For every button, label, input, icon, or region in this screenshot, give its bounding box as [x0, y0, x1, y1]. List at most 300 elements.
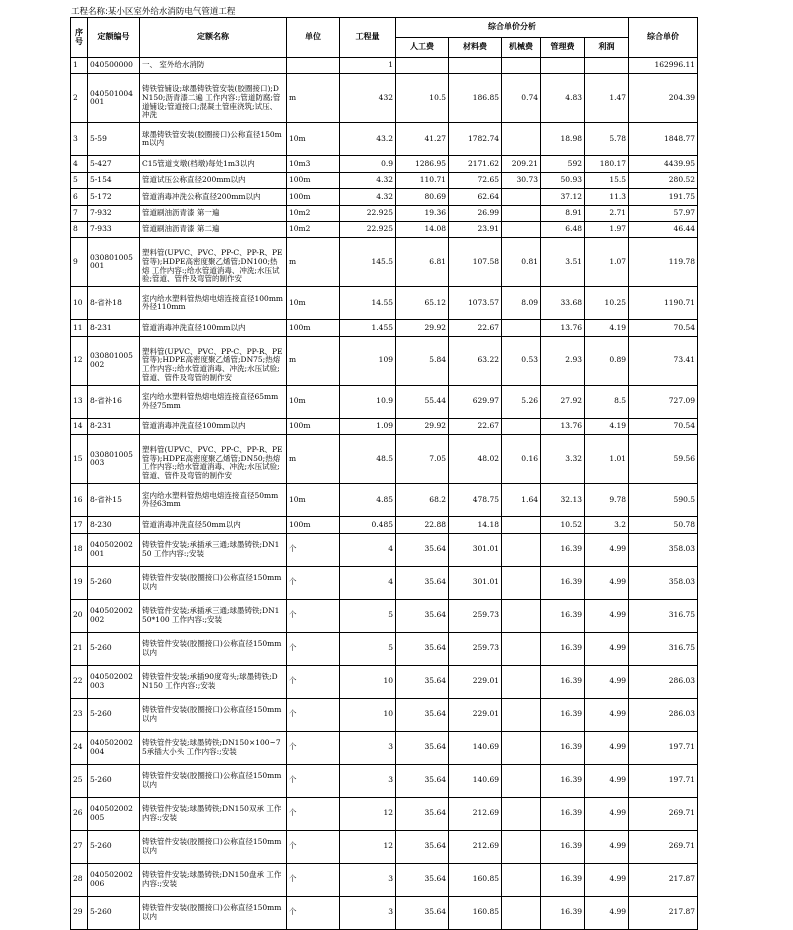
- cell-total: [629, 58, 698, 74]
- cell-material-text: 229.01: [472, 676, 499, 686]
- cell-code-text: 030801005002: [90, 351, 133, 369]
- cell-labor-text: 5.84: [429, 355, 446, 365]
- cell-machine: [502, 797, 541, 830]
- cell-mgmt: [541, 863, 585, 896]
- cell-mgmt: [541, 896, 585, 929]
- cell-labor: [396, 287, 449, 320]
- cell-name: [140, 320, 287, 336]
- cell-name: [140, 156, 287, 172]
- cell-unit: [287, 533, 340, 566]
- cell-name: [140, 385, 287, 418]
- cell-code-text: 5-260: [90, 577, 112, 587]
- cell-code-text: 040502002006: [90, 869, 133, 888]
- cell-unit-text: 个: [289, 676, 297, 686]
- cell-total-text: 197.71: [668, 742, 696, 752]
- cell-total: [629, 418, 698, 434]
- cell-unit-text: 个: [289, 709, 297, 719]
- cell-seq-text: 12: [73, 355, 83, 365]
- cell-total: [629, 205, 698, 221]
- cell-profit-text: 1.01: [609, 453, 627, 463]
- cell-labor-text: 19.36: [424, 207, 446, 217]
- cell-qty: [340, 435, 396, 484]
- header-code: 定额编号: [88, 18, 140, 58]
- cell-qty: [340, 189, 396, 205]
- cell-material: [449, 189, 502, 205]
- cell-seq-text: 11: [73, 322, 83, 332]
- cell-code: [88, 698, 140, 731]
- cell-total: [629, 74, 698, 123]
- cell-name: [140, 566, 287, 599]
- cell-profit-text: 4.99: [609, 841, 627, 851]
- cell-profit: [585, 238, 629, 287]
- cell-code: [88, 764, 140, 797]
- cell-material-text: 478.75: [472, 494, 499, 504]
- cell-code-text: 5-260: [90, 709, 112, 719]
- cell-seq: [71, 238, 88, 287]
- table-row: [71, 287, 698, 320]
- cell-mgmt-text: 13.76: [560, 322, 582, 332]
- cell-code-text: 040500000: [90, 60, 133, 70]
- cell-mgmt: [541, 566, 585, 599]
- cell-machine: [502, 599, 541, 632]
- cell-qty-text: 5: [388, 643, 393, 653]
- cell-name-text: 铸铁管件安装(胶圈接口)公称直径150mm以内: [142, 836, 282, 855]
- cell-machine-text: 1.64: [521, 494, 538, 504]
- cell-mgmt-text: 10.52: [560, 519, 582, 529]
- cell-seq: [71, 123, 88, 156]
- table-row: [71, 205, 698, 221]
- cell-name-text: 管道刷油沥青漆 第一遍: [142, 207, 220, 217]
- cell-labor: [396, 797, 449, 830]
- cell-mgmt: [541, 731, 585, 764]
- cell-total-text: 1190.71: [664, 298, 696, 308]
- cell-mgmt: [541, 238, 585, 287]
- cell-material-text: 62.64: [477, 191, 499, 201]
- cell-profit-text: 180.17: [599, 158, 627, 168]
- cell-name-text: 塑料管(UPVC、PVC、PP-C、PP-R、PE管等);HDPE高密度聚乙烯管;DN75;热熔 工作内容:;给水管道消毒、冲洗;水压试验;管道、管件及弯管的制作安: [142, 346, 283, 382]
- cell-qty-text: 3: [388, 907, 393, 917]
- cell-code-text: 7-933: [90, 224, 112, 234]
- cell-seq: [71, 484, 88, 517]
- cell-total-text: 286.03: [668, 709, 696, 719]
- cell-seq-text: 13: [73, 396, 83, 406]
- cell-labor: [396, 221, 449, 237]
- cell-code: [88, 830, 140, 863]
- cell-labor-text: 35.64: [424, 808, 446, 818]
- cell-name: [140, 418, 287, 434]
- cell-qty: [340, 172, 396, 188]
- cell-mgmt-text: 16.39: [560, 709, 582, 719]
- cell-code: [88, 320, 140, 336]
- cell-mgmt-text: 50.93: [560, 175, 582, 185]
- cell-profit: [585, 123, 629, 156]
- cell-mgmt: [541, 517, 585, 533]
- table-row: [71, 58, 698, 74]
- cell-unit: [287, 435, 340, 484]
- cell-machine: [502, 385, 541, 418]
- cell-name-text: 管道消毒冲洗公称直径200mm以内: [142, 191, 261, 201]
- cell-code: [88, 863, 140, 896]
- table-row: [71, 74, 698, 123]
- cell-material: [449, 238, 502, 287]
- header-labor: 人工费: [396, 38, 449, 58]
- cell-mgmt: [541, 797, 585, 830]
- cell-total-text: 358.03: [668, 577, 696, 587]
- cell-labor-text: 22.88: [424, 519, 446, 529]
- cell-labor: [396, 74, 449, 123]
- cell-code-text: 8-省补18: [90, 298, 122, 308]
- cell-name-text: 管道消毒冲洗直径100mm以内: [142, 322, 246, 332]
- cell-qty: [340, 287, 396, 320]
- cell-labor: [396, 336, 449, 385]
- header-name: 定额名称: [140, 18, 287, 58]
- cell-name-text: 铸铁管件安装(胶圈接口)公称直径150mm以内: [142, 638, 282, 657]
- cell-profit-text: 3.2: [614, 519, 627, 529]
- cell-unit: [287, 863, 340, 896]
- table-body: [71, 58, 698, 930]
- cell-profit: [585, 517, 629, 533]
- cell-qty-text: 109: [378, 355, 393, 365]
- cell-qty-text: 10: [383, 709, 393, 719]
- table-row: [71, 764, 698, 797]
- cell-labor-text: 35.64: [424, 709, 446, 719]
- cell-name: [140, 764, 287, 797]
- cell-name-text: 铸铁管件安装;球墨铸铁;DN150盘承 工作内容:;安装: [142, 869, 282, 888]
- cell-name-text: 塑料管(UPVC、PVC、PP-C、PP-R、PE管等);HDPE高密度聚乙烯管;DN50;热熔 工作内容:;给水管道消毒、冲洗;水压试验;管道、管件及弯管的制作安: [142, 445, 283, 480]
- cell-unit-text: 100m: [289, 191, 311, 201]
- cell-labor-text: 35.64: [424, 544, 446, 554]
- cell-unit-text: 个: [289, 577, 297, 587]
- cell-material-text: 160.85: [472, 907, 499, 917]
- cell-code: [88, 205, 140, 221]
- cell-material-text: 22.67: [477, 421, 499, 431]
- cell-seq-text: 25: [73, 775, 83, 785]
- cell-unit-text: 100m: [289, 322, 311, 332]
- cell-profit-text: 4.19: [609, 322, 627, 332]
- cell-seq-text: 2: [73, 93, 78, 103]
- cell-total: [629, 238, 698, 287]
- cell-mgmt: [541, 484, 585, 517]
- cell-name-text: 铸铁管件安装;承插承三通;球墨铸铁;DN150 工作内容:;安装: [142, 539, 280, 558]
- cell-unit: [287, 896, 340, 929]
- cell-material-text: 186.85: [472, 93, 499, 103]
- cell-machine: [502, 238, 541, 287]
- cell-profit: [585, 385, 629, 418]
- cell-qty-text: 10: [383, 676, 393, 686]
- cell-mgmt: [541, 665, 585, 698]
- cell-name: [140, 336, 287, 385]
- cell-seq: [71, 172, 88, 188]
- cell-profit-text: 4.99: [609, 610, 627, 620]
- cell-unit: [287, 385, 340, 418]
- cell-code: [88, 58, 140, 74]
- cell-qty-text: 4.85: [376, 494, 393, 504]
- table-row: [71, 797, 698, 830]
- cell-mgmt: [541, 385, 585, 418]
- cell-labor-text: 55.44: [424, 396, 446, 406]
- cell-machine: [502, 566, 541, 599]
- cell-machine: [502, 632, 541, 665]
- cell-seq: [71, 830, 88, 863]
- cell-labor-text: 68.2: [429, 494, 446, 504]
- cell-labor: [396, 830, 449, 863]
- cell-seq: [71, 418, 88, 434]
- cell-machine-text: 8.09: [521, 298, 538, 308]
- cell-material-text: 1073.57: [467, 298, 499, 308]
- cell-total: [629, 896, 698, 929]
- cell-mgmt-text: 16.39: [560, 907, 582, 917]
- cell-profit-text: 4.99: [609, 742, 627, 752]
- cell-name-text: 铸铁管铺设;球墨铸铁管安装(胶圈接口);DN150;沥青漆二遍 工作内容:;管道防腐;管道铺设;管道接口;混凝土管座浇筑;试压、冲洗: [142, 84, 281, 120]
- cell-profit-text: 15.5: [609, 175, 627, 185]
- cell-seq: [71, 665, 88, 698]
- cell-unit-text: m: [289, 257, 297, 267]
- cell-profit-text: 1.97: [609, 224, 627, 234]
- cell-mgmt: [541, 205, 585, 221]
- cell-name-text: 铸铁管件安装(胶圈接口)公称直径150mm以内: [142, 902, 282, 921]
- cell-qty: [340, 599, 396, 632]
- cell-mgmt-text: 13.76: [560, 421, 582, 431]
- cell-profit: [585, 632, 629, 665]
- cell-code-text: 030801005001: [90, 252, 133, 271]
- cell-qty-text: 12: [383, 841, 393, 851]
- table-row: [71, 238, 698, 287]
- cell-machine: [502, 205, 541, 221]
- cell-material-text: 259.73: [472, 610, 499, 620]
- cell-material: [449, 566, 502, 599]
- cell-name: [140, 287, 287, 320]
- cell-code: [88, 517, 140, 533]
- cell-labor: [396, 385, 449, 418]
- cell-name: [140, 830, 287, 863]
- cell-code: [88, 599, 140, 632]
- cell-code-text: 8-231: [90, 421, 112, 431]
- cell-code-text: 5-260: [90, 775, 112, 785]
- cell-name-text: C15管道支墩(档墩)每处1m3以内: [142, 158, 255, 168]
- cell-seq-text: 24: [73, 742, 83, 752]
- cell-qty: [340, 863, 396, 896]
- cell-total: [629, 764, 698, 797]
- cell-code: [88, 484, 140, 517]
- table-row: [71, 517, 698, 533]
- cell-total: [629, 287, 698, 320]
- cell-qty: [340, 566, 396, 599]
- cell-mgmt-text: 16.39: [560, 643, 582, 653]
- header-material: 材料费: [449, 38, 502, 58]
- cell-unit: [287, 566, 340, 599]
- cell-material-text: 22.67: [477, 322, 499, 332]
- cell-mgmt: [541, 698, 585, 731]
- cell-seq-text: 20: [73, 610, 83, 620]
- cell-seq: [71, 632, 88, 665]
- cell-unit-text: m: [289, 355, 297, 365]
- cell-labor-text: 1286.95: [414, 158, 446, 168]
- cell-qty: [340, 58, 396, 74]
- cell-profit: [585, 58, 629, 74]
- cell-seq-text: 4: [73, 158, 78, 168]
- cell-material: [449, 863, 502, 896]
- cell-profit-text: 4.99: [609, 775, 627, 785]
- cell-machine: [502, 517, 541, 533]
- cell-unit-text: 10m: [289, 298, 306, 308]
- table-row: [71, 336, 698, 385]
- cell-unit: [287, 336, 340, 385]
- cell-qty-text: 1.455: [371, 322, 393, 332]
- cell-labor-text: 35.64: [424, 742, 446, 752]
- cell-total: [629, 435, 698, 484]
- cell-code: [88, 385, 140, 418]
- cell-qty-text: 0.9: [381, 158, 393, 168]
- table-row: [71, 156, 698, 172]
- cell-machine-text: 0.74: [521, 93, 538, 103]
- cell-total: [629, 632, 698, 665]
- cell-name-text: 一、 室外给水消防: [142, 60, 205, 70]
- cell-labor: [396, 896, 449, 929]
- cell-total: [629, 566, 698, 599]
- cell-unit: [287, 58, 340, 74]
- cell-name: [140, 484, 287, 517]
- cell-total-text: 1848.77: [664, 134, 696, 144]
- cell-mgmt: [541, 58, 585, 74]
- cell-mgmt: [541, 74, 585, 123]
- cell-machine-text: 30.73: [516, 175, 538, 185]
- cell-qty: [340, 123, 396, 156]
- cell-labor: [396, 599, 449, 632]
- cell-qty-text: 43.2: [376, 134, 393, 144]
- table-row: [71, 123, 698, 156]
- cell-unit-text: 个: [289, 775, 297, 785]
- cell-unit-text: 10m: [289, 494, 306, 504]
- cell-total-text: 280.52: [668, 175, 696, 185]
- cell-material: [449, 172, 502, 188]
- table-row: [71, 599, 698, 632]
- cell-seq-text: 3: [73, 134, 78, 144]
- cell-name-text: 室内给水塑料管热熔电熔连接直径65mm外径75mm: [142, 392, 279, 410]
- cell-profit: [585, 320, 629, 336]
- cell-material: [449, 287, 502, 320]
- cell-code: [88, 238, 140, 287]
- cell-labor-text: 35.64: [424, 841, 446, 851]
- cell-material-text: 26.99: [477, 207, 499, 217]
- cell-code: [88, 189, 140, 205]
- cell-labor-text: 29.92: [424, 421, 446, 431]
- cell-qty-text: 1: [388, 60, 393, 70]
- cell-code-text: 5-427: [90, 158, 112, 168]
- cell-qty: [340, 156, 396, 172]
- cell-machine-text: 5.26: [521, 396, 538, 406]
- cell-profit-text: 4.99: [609, 907, 627, 917]
- header-group: 综合单价分析: [396, 18, 629, 38]
- cell-unit: [287, 74, 340, 123]
- cell-profit: [585, 172, 629, 188]
- cell-unit: [287, 698, 340, 731]
- cell-unit-text: 个: [289, 610, 297, 620]
- cell-mgmt: [541, 830, 585, 863]
- cell-qty: [340, 896, 396, 929]
- cell-machine: [502, 896, 541, 929]
- cell-material: [449, 764, 502, 797]
- cell-machine: [502, 863, 541, 896]
- cell-material: [449, 698, 502, 731]
- cell-total-text: 590.5: [673, 494, 696, 504]
- cell-unit: [287, 320, 340, 336]
- cell-seq: [71, 797, 88, 830]
- cell-total-text: 59.56: [673, 453, 696, 463]
- cell-labor: [396, 665, 449, 698]
- cell-material: [449, 385, 502, 418]
- cell-unit: [287, 418, 340, 434]
- cell-name: [140, 599, 287, 632]
- table-row: [71, 830, 698, 863]
- cell-profit-text: 4.19: [609, 421, 627, 431]
- cell-mgmt-text: 16.39: [560, 544, 582, 554]
- cell-profit: [585, 287, 629, 320]
- cell-unit: [287, 632, 340, 665]
- cell-total: [629, 599, 698, 632]
- header-mgmt: 管理费: [541, 38, 585, 58]
- cell-profit-text: 4.99: [609, 808, 627, 818]
- cell-total-text: 191.75: [668, 191, 696, 201]
- cell-total: [629, 517, 698, 533]
- cell-material-text: 629.97: [472, 396, 499, 406]
- cell-total-text: 269.71: [668, 841, 696, 851]
- cell-unit: [287, 797, 340, 830]
- cell-seq-text: 5: [73, 175, 78, 185]
- cell-material: [449, 156, 502, 172]
- cell-mgmt-text: 27.92: [560, 396, 582, 406]
- cell-seq-text: 7: [73, 207, 78, 217]
- cell-machine-text: 209.21: [511, 158, 538, 168]
- cell-unit: [287, 221, 340, 237]
- cell-unit-text: 个: [289, 874, 297, 884]
- cell-total: [629, 484, 698, 517]
- cell-qty-text: 12: [383, 808, 393, 818]
- cell-qty: [340, 385, 396, 418]
- cell-code-text: 5-154: [90, 175, 112, 185]
- cell-unit: [287, 599, 340, 632]
- header-profit: 利润: [585, 38, 629, 58]
- cell-material: [449, 731, 502, 764]
- cell-profit-text: 4.99: [609, 643, 627, 653]
- cell-name: [140, 172, 287, 188]
- cell-material: [449, 320, 502, 336]
- cell-material: [449, 797, 502, 830]
- cell-qty: [340, 698, 396, 731]
- cell-qty: [340, 238, 396, 287]
- cell-unit-text: 个: [289, 808, 297, 818]
- cell-machine: [502, 484, 541, 517]
- cell-machine: [502, 320, 541, 336]
- cell-mgmt-text: 16.39: [560, 775, 582, 785]
- cell-total: [629, 221, 698, 237]
- cell-seq: [71, 698, 88, 731]
- cell-profit: [585, 205, 629, 221]
- cell-unit-text: 10m3: [289, 158, 311, 168]
- cell-labor-text: 6.81: [429, 257, 446, 267]
- cell-mgmt: [541, 287, 585, 320]
- cell-total-text: 217.87: [668, 907, 696, 917]
- cell-profit-text: 9.78: [609, 494, 627, 504]
- cell-seq-text: 10: [73, 298, 83, 308]
- cell-labor: [396, 156, 449, 172]
- cell-qty: [340, 830, 396, 863]
- cell-seq-text: 23: [73, 709, 83, 719]
- cell-profit: [585, 797, 629, 830]
- cell-name: [140, 189, 287, 205]
- cell-code-text: 8-231: [90, 322, 112, 332]
- cell-seq-text: 14: [73, 421, 83, 431]
- cell-profit: [585, 731, 629, 764]
